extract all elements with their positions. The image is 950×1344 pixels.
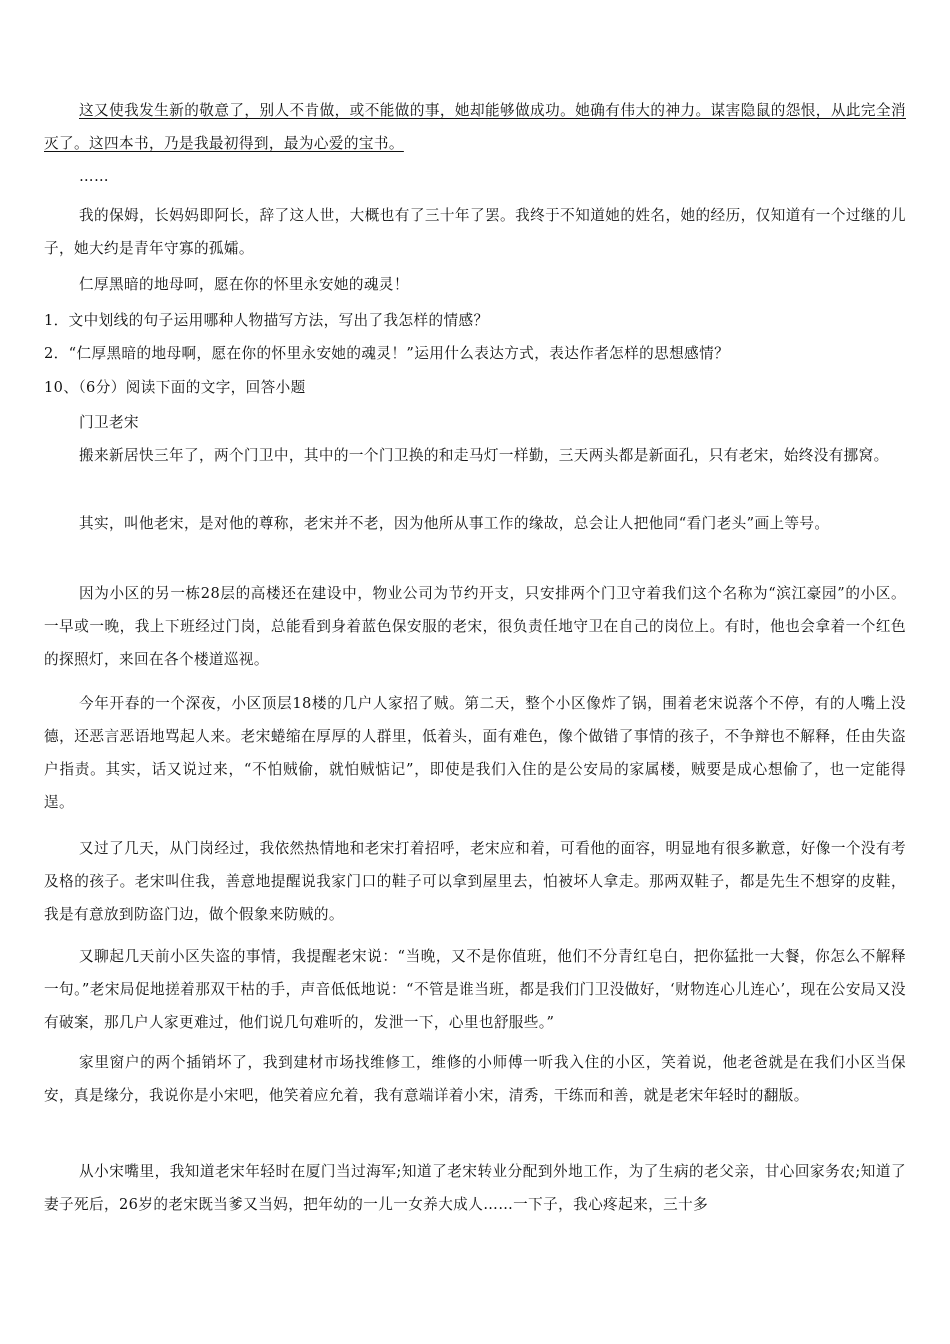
excerpt-paragraph-2: 我的保姆，长妈妈即阿长，辞了这人世，大概也有了三十年了罢。我终于不知道她的姓名，她的经历，仅知道有一个过继的儿子，她大约是青年守寡的孤孀。 — [44, 207, 906, 257]
story-title: 门卫老宋 — [79, 414, 139, 431]
excerpt-paragraph-3: 仁厚黑暗的地母呵，愿在你的怀里永安她的魂灵！ — [79, 276, 409, 293]
story-paragraph-4: 今年开春的一个深夜，小区顶层18楼的几户人家招了贼。第二天，整个小区像炸了锅，围着老宋说落个不停，有的人嘴上没德，还恶言恶语地骂起人来。老宋蜷缩在厚厚的人群里，低着头，面有难色，像个做错了事情的孩子，不争辩也不解释，任由失盗户指责。其实，话又说过来，“不怕贼偷，就怕贼惦记”，即使是我们入住的是公安局的家属楼，贼要是成心想偷了，也一定能得逞。 — [44, 695, 906, 811]
story-paragraph-2: 其实，叫他老宋，是对他的尊称，老宋并不老，因为他所从事工作的缘故，总会让人把他同“看门老头”画上等号。 — [79, 515, 830, 532]
story-paragraph-6: 又聊起几天前小区失盗的事情，我提醒老宋说：“当晚，又不是你值班，他们不分青红皂白，把你猛批一大餐，你怎么不解释一句。”老宋局促地搓着那双干枯的手，声音低低地说：“不管是谁当班，都是我们门卫没做好，‘财物连心儿连心’，现在公安局又没有破案，那几户人家更难过，他们说几句难听的，发泄一下，心里也舒服些。” — [44, 948, 906, 1031]
story-paragraph-3: 因为小区的另一栋28层的高楼还在建设中，物业公司为节约开支，只安排两个门卫守着我们这个名称为“滨江豪园”的小区。一早或一晚，我上下班经过门岗，总能看到身着蓝色保安服的老宋，很负责任地守卫在自己的岗位上。有时，他也会拿着一个红色的探照灯，来回在各个楼道巡视。 — [44, 585, 906, 668]
question-1: 1．文中划线的句子运用哪种人物描写方法，写出了我怎样的情感？ — [44, 312, 489, 329]
underlined-sentence-2: 这四本书，乃是我最初得到，最为心爱的宝书。 — [88, 135, 404, 152]
ellipsis: …… — [79, 168, 109, 185]
underlined-sentence-1: 这又使我发生新的敬意了，别人不肯做，或不能做的事，她却能够做成功。她确有伟大的神力。谋害隐鼠的怨恨，从此完全消灭了。 — [44, 102, 906, 152]
story-paragraph-5: 又过了几天，从门岗经过，我依然热情地和老宋打着招呼，老宋应和着，可看他的面容，明显地有很多歉意，好像一个没有考及格的孩子。老宋叫住我，善意地提醒说我家门口的鞋子可以拿到屋里去，怕被坏人拿走。那两双鞋子，都是先生不想穿的皮鞋，我是有意放到防盗门边，做个假象来防贼的。 — [44, 840, 906, 923]
story-paragraph-1: 搬来新居快三年了，两个门卫中，其中的一个门卫换的和走马灯一样勤，三天两头都是新面孔，只有老宋，始终没有挪窝。 — [79, 447, 889, 464]
question-10-heading: 10、（6分）阅读下面的文字，回答小题 — [44, 379, 306, 396]
excerpt-underlined-paragraph — [44, 94, 906, 160]
question-2: 2．“仁厚黑暗的地母啊，愿在你的怀里永安她的魂灵！”运用什么表达方式，表达作者怎样的思想感情？ — [44, 345, 730, 362]
story-paragraph-7: 家里窗户的两个插销坏了，我到建材市场找维修工，维修的小师傅一听我入住的小区，笑着说，他老爸就是在我们小区当保安，真是缘分，我说你是小宋吧，他笑着应允着，我有意端详着小宋，清秀，干练而和善，就是老宋年轻时的翻版。 — [44, 1054, 906, 1104]
story-paragraph-8: 从小宋嘴里，我知道老宋年轻时在厦门当过海军;知道了老宋转业分配到外地工作，为了生病的老父亲，甘心回家务农;知道了妻子死后，26岁的老宋既当爹又当妈，把年幼的一儿一女养大成人……一下子，我心疼起来，三十多 — [44, 1163, 906, 1213]
